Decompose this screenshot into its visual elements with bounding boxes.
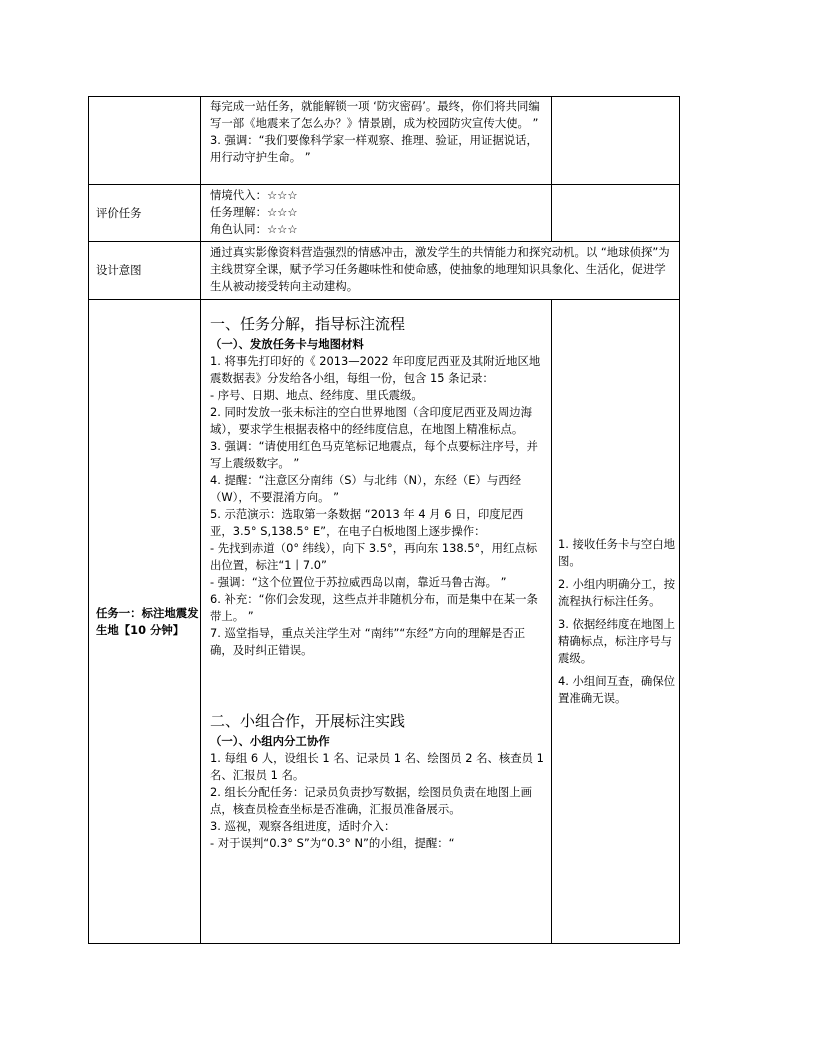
intro-content-cell <box>201 97 552 185</box>
section-spacer <box>210 659 545 707</box>
eval-items-cell <box>201 185 552 242</box>
lesson-plan-table <box>88 96 680 944</box>
eval-item: 情境代入：☆☆☆ <box>210 188 298 202</box>
section2-line: 2. 组长分配任务：记录员负责抄写数据，绘图员负责在地图上画点，核查员检查坐标是否准确，汇报员准备展示。 <box>210 785 533 816</box>
section1-subtitle: （一）、发放任务卡与地图材料 <box>210 337 364 351</box>
section1-line: 1. 将事先打印好的《 2013—2022 年印度尼西亚及其附近地区地震数据表》分发给各小组，每组一份，包含 15 条记录： <box>210 354 541 385</box>
section2-line: 1. 每组 6 人，设组长 1 名、记录员 1 名、绘图员 2 名、核查员 1 名、汇报员 1 名。 <box>210 751 544 782</box>
task1-teacher-cell <box>201 300 552 944</box>
student-line: 3. 依据经纬度在地图上精确标点，标注序号与震级。 <box>558 617 676 665</box>
section1-line: - 序号、日期、地点、经纬度、里氏震级。 <box>210 388 423 402</box>
task1-row <box>89 300 680 944</box>
lesson-plan-page <box>88 96 680 944</box>
eval-item: 任务理解：☆☆☆ <box>210 205 298 219</box>
student-line: 4. 小组间互查，确保位置准确无误。 <box>558 674 676 705</box>
section1-line: 5. 示范演示：选取第一条数据 “2013 年 4 月 6 日，印度尼西亚，3.5° S,138.5° E”，在电子白板地图上逐步操作： <box>210 507 524 538</box>
design-row <box>89 242 680 300</box>
section1-line: 2. 同时发放一张未标注的空白世界地图（含印度尼西亚及周边海域），要求学生根据表格中的经纬度信息，在地图上精准标点。 <box>210 405 533 436</box>
section1-line: - 先找到赤道（0° 纬线），向下 3.5°，再向东 138.5°，用红点标出位置，标注“1丨7.0” <box>210 541 538 572</box>
student-line: 1. 接收任务卡与空白地图。 <box>558 537 676 568</box>
section1-title: 一、任务分解，指导标注流程 <box>210 315 406 333</box>
task1-student-cell <box>552 300 680 944</box>
section1-line: 3. 强调：“请使用红色马克笔标记地震点，每个点要标注序号，并写上震级数字。 ” <box>210 439 538 470</box>
design-label: 设计意图 <box>89 242 201 300</box>
eval-row <box>89 185 680 242</box>
section2-line: - 对于误判“0.3° S”为“0.3° N”的小组，提醒：“ <box>210 836 455 850</box>
section2-subtitle: （一）、小组内分工协作 <box>210 734 330 748</box>
section1-line: 7. 巡堂指导，重点关注学生对 “南纬”“东经”方向的理解是否正确，及时纠正错误。 <box>210 626 526 657</box>
task1-label-cell <box>89 300 201 944</box>
section2-line: 3. 巡视，观察各组进度，适时介入： <box>210 819 396 833</box>
section2-title: 二、小组合作，开展标注实践 <box>210 712 406 730</box>
intro-row <box>89 97 680 185</box>
eval-label: 评价任务 <box>89 185 201 242</box>
intro-label-cell <box>89 97 201 185</box>
section1-line: 4. 提醒：“注意区分南纬（S）与北纬（N），东经（E）与西经（W），不要混淆方向。 ” <box>210 473 522 504</box>
section1-line: 6. 补充：“你们会发现，这些点并非随机分布，而是集中在某一条带上。 ” <box>210 592 538 623</box>
eval-item: 角色认同：☆☆☆ <box>210 222 298 236</box>
eval-empty-cell <box>552 185 680 242</box>
intro-line: 3. 强调：“我们要像科学家一样观察、推理、验证，用证据说话，用行动守护生命。 ” <box>210 133 538 164</box>
section1-line: - 强调：“这个位置位于苏拉威西岛以南，靠近马鲁古海。 ” <box>210 575 507 589</box>
intro-student-cell <box>552 97 680 185</box>
student-line: 2. 小组内明确分工，按流程执行标注任务。 <box>558 577 676 608</box>
intro-line: 每完成一站任务，就能解锁一项 ‘防灾密码’。最终，你们将共同编写一部《地震来了怎么办？》情景剧，成为校园防灾宣传大使。 ” <box>210 99 540 130</box>
design-text: 通过真实影像资料营造强烈的情感冲击，激发学生的共情能力和探究动机。以 “地球侦探”为主线贯穿全课，赋予学习任务趣味性和使命感，使抽象的地理知识具象化、生活化，促进学生从被动接受转向主动建构。 <box>201 242 680 300</box>
task1-label: 任务一：标注地震发生地【10 分钟】 <box>96 605 199 637</box>
